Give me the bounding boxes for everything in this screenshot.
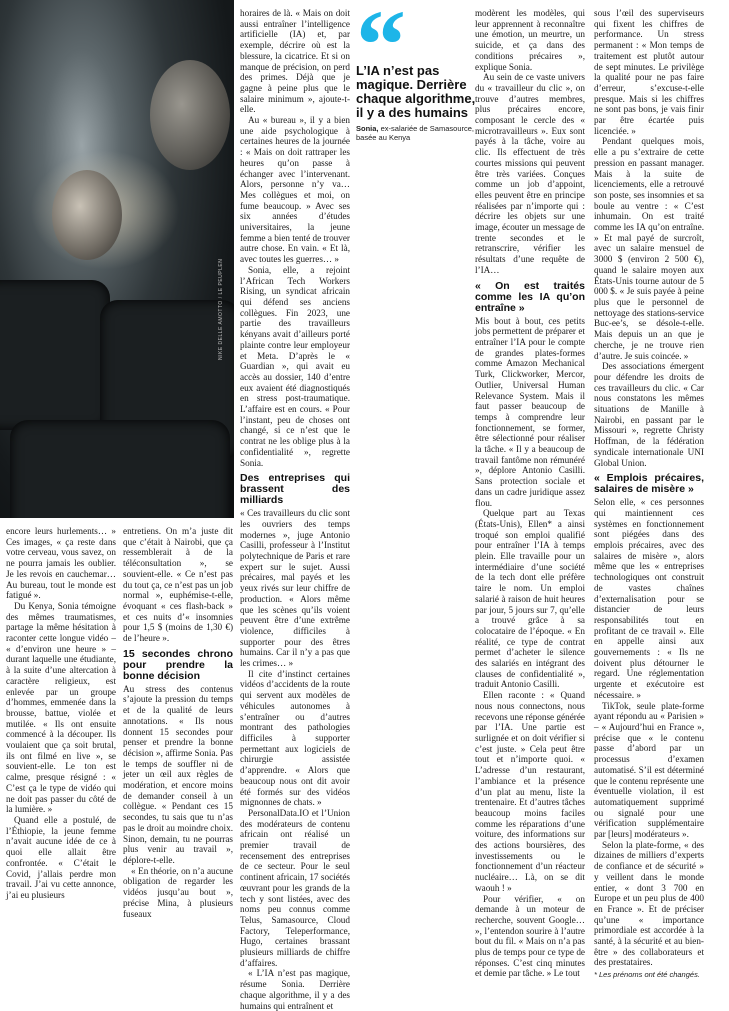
subheading: 15 secondes chrono pour prendre la bonne décision xyxy=(123,647,233,682)
subheading: « On est traités comme les IA qu’on entraîne » xyxy=(475,279,585,314)
paragraph: horaires de là. « Mais on doit aussi entraîner l’intelligence artificielle (IA) et, par exemple, décrire où est la blessure, la cicatrice. Et si on manque de précision, on perd des primes. Déjà que je gagne à peine plus que le salaire minimum », ajoute-t-elle. xyxy=(240,8,350,115)
paragraph: encore leurs hurlements… » Ces images, « ça reste dans votre cerveau, vous savez, on ne pourra jamais les oublier. Je les revois en cauchemar… Au bureau, tout le monde est fatigué ». xyxy=(6,526,116,601)
paragraph: modèrent les modèles, qui leur apprennent à reconnaître une émotion, un meurtre, un suicide, et ça dans des conditions précaires », explique Sonia. xyxy=(475,8,585,72)
paragraph: Selon la plate-forme, « des dizaines de milliers d’experts de confiance et de sécurité » y veillent dans le monde entier, « dont 3 700 en Europe et un peu plus de 400 en France ». Et de préciser qu’une « importance primordiale est accordée à la santé, à la sécurité et au bien-être » des collaborateurs et des prestataires. xyxy=(594,839,704,968)
paragraph: Mis bout à bout, ces petits jobs permettent de préparer et entraîner l’IA pour le compte de grandes plates-formes comme Amazon Mechanical Turk, Clickworker, Mercor, Outlier, Universal Human Relevance System. Mais il faut passer beaucoup de temps à comprendre leur fonctionnement, se former, être sélectionné pour réaliser la tâche. « Il y a beaucoup de travail fantôme non rémunéré », déplore Antonio Casilli. Sans protection sociale et dans un cadre juridique assez flou. xyxy=(475,315,585,508)
quote-role: ex-salariée de Samasource, basée au Kenya xyxy=(356,124,474,142)
paragraph: Il cite d’instinct certaines vidéos d’accidents de la route qui servent aux modèles de véhicules autonomes à s’entraîner ou d’autres montrant des pathologies difficiles à supporter permettant aux logiciels de chirurgie assistée d’apprendre. « Alors que beaucoup nous ont dit avoir été formés sur des vidéos mignonnes de chats. » xyxy=(240,668,350,808)
paragraph: Quelque part au Texas (États-Unis), Ellen* a ainsi troqué son emploi qualifié pour entraîner l’IA à temps plein. Elle travaille pour un intermédiaire d’une société de la tech dont elle préfère taire le nom. Un emploi salarié à raison de huit heures par jour, 5 jours sur 7, qu’elle a trouvé grâce à sa colocataire de l’époque. « En réalité, ce type de contrat permet d’acheter le silence des salariés en intégrant des clauses de confidentialité », traduit Antonio Casilli. xyxy=(475,508,585,690)
paragraph: sous l’œil des superviseurs qui fixent les chiffres de performance. Un stress permanent : « Mon temps de traitement est plutôt autour de sept minutes. Le privilège la qualité pour ne pas faire d’erreur, s’excuse-t-elle presque. Mais si les chiffres ne sont pas bons, je vais finir par être écartée puis licenciée. » xyxy=(594,8,704,136)
paragraph: Ellen raconte : « Quand nous nous connectons, nous recevons une réponse générée par l’IA. Une partie est surlignée et on doit vérifier si c’est juste. » Cela peut être tout et n’importe quoi. « L’adresse d’un restaurant, l’ambiance et la présence d’un plat au menu, liste la trentenaire. Et d’autres tâches beaucoup moins faciles comme les réparations d’une voiture, des informations sur des actions boursières, des investissements ou le fonctionnement d’un réacteur nucléaire… Là, on se dit waouh ! » xyxy=(475,690,585,893)
paragraph: Quand elle a postulé, de l’Éthiopie, la jeune femme n’avait aucune idée de ce à quoi elle allait être confrontée. « C’était le Covid, j’allais perdre mon travail. J’ai vu cette annonce, j’ai eu plusieurs xyxy=(6,814,116,900)
subheading: Des entreprises qui brassent des milliards xyxy=(240,472,350,507)
quote-text: L’IA n’est pas magique. Derrière chaque algorithme, il y a des humains xyxy=(356,63,476,120)
quote-attribution xyxy=(356,124,476,142)
column-5 xyxy=(594,8,704,981)
paragraph: Au stress des contenus s’ajoute la pression du temps et de la qualité de leurs annotations. « Ils nous donnent 15 secondes pour penser et prendre la bonne décision », affirme Sonia. Pas le temps de souffler ni de jeter un œil aux règles de modération, et encore moins de demander conseil à un collègue. « Pendant ces 15 secondes, tu sais que tu n’as pas le droit au moindre choix. Sinon, demain, tu ne pourras plus venir au travail », déplore-t-elle. xyxy=(123,683,233,865)
pull-quote xyxy=(356,10,476,142)
paragraph: Sonia, elle, a rejoint l’African Tech Workers Rising, un syndicat africain qui défend ses anciens collègues. Fin 2023, une partie des travailleurs kényans avait d’ailleurs porté plainte contre leur employeur et Meta. D’après le « Guardian », qui avait eu accès au dossier, 140 d’entre eux avaient été diagnostiqués en stress post-traumatique. L’affaire est en cours. « Pour l’instant, peu de choses ont changé, si ce n’est que le contrat ne les oblige plus à la confidentialité », regrette Sonia. xyxy=(240,264,350,468)
footnote: * Les prénoms ont été changés. xyxy=(594,970,700,980)
paragraph: PersonalData.IO et l’Union des modérateurs de contenu africain ont réalisé un premier travail de recensement des entreprises de ce secteur. Pour le seul continent africain, 17 sociétés œuvrant pour les grands de la tech y sont listées, avec des noms peu connus comme Telus, Samasource, Cloud Factory, Teleperformance, Hugo, certaines brassant plusieurs milliards de chiffre d’affaires. xyxy=(240,807,350,968)
paragraph: Au « bureau », il y a bien une aide psychologique à certaines heures de la journée : « Mais on doit rattraper les heures qu’on passe à échanger avec l’intervenant. Alors, personne n’y va… Mes collègues et moi, on fume beaucoup. » Avec ses six années d’études universitaires, la jeune femme a bien tenté de trouver autre chose. En vain. « Et là, avec toutes les guerres… » xyxy=(240,115,350,265)
paragraph: Pour vérifier, « on demande à un moteur de recherche, souvent Google… », l’entendon sourire à l’autre bout du fil. « Mais on n’a pas plus de temps pour ce type de réponses. C’est cinq minutes et demie par tâche. » Le tout xyxy=(475,893,585,979)
paragraph: Du Kenya, Sonia témoigne des mêmes traumatismes, partage la même hésitation à raconter cette longue vidéo – « d’environ une heure » – durant laquelle une étudiante, à la suite d’une altercation à caractère religieux, est enlevée par un groupe d’hommes, emmenée dans la brousse, battue, violée et mutilée. « Ils ont ensuite commencé à la découper. Ils voulaient que ça soit brutal, ils ont filmé en live », se souvient-elle. Le ton est calme, presque résigné : « C’est ça le type de vidéo qui ne doit pas passer du côté de la lumière. » xyxy=(6,600,116,815)
column-3 xyxy=(240,8,350,1011)
quote-author: Sonia, xyxy=(356,124,379,133)
paragraph: entretiens. On m’a juste dit que c’était à Nairobi, que ça ressemblerait à de la téléconsultation », se souvient-elle. « Ce n’est pas du tout ça, ce n’est pas un job normal », euphémise-t-elle, évoquant « ces flash-back » et ces nuits d’« insomnies pour 1,5 $ (moins de 1,30 €) de l’heure ». xyxy=(123,526,233,644)
subheading: « Emplois précaires, salaires de misère » xyxy=(594,472,704,496)
paragraph: Pendant quelques mois, elle a pu s’extraire de cette pression en passant manager. Mais à la suite de licenciements, elle a retrouvé son poste, ses insomnies et sa boule au ventre : « C’est inhumain. On est traité comme les IA qu’on entraîne. » Et mal payé de surcroît, avec un salaire mensuel de 3000 $ (environ 2 500 €), quand le salaire moyen aux États-Unis tourne autour de 5 000 $. « Je suis payée à peine plus que le personnel de nettoyage des stations-service Buc-ee’s, se désole-t-elle. Mais depuis un an que je cherche, je ne trouve rien d’autre. Je suis coincée. » xyxy=(594,136,704,361)
column-1 xyxy=(6,526,116,901)
paragraph: Selon elle, « ces personnes qui maintiennent ces systèmes en fonctionnement sont piégées dans des emplois précaires, avec des salaires de misère », alors même que les « entreprises technologiques ont construit de vastes chaînes d’externalisation pour se distancier de leurs responsabilités tout en profitant de ce travail ». Elle en appelle ainsi aux gouvernements : « Ils ne doivent plus détourner le regard. Une réglementation urgente et exécutoire est nécessaire. » xyxy=(594,497,704,700)
seat-back-3 xyxy=(10,420,230,518)
seat-back xyxy=(0,280,110,430)
paragraph: « Ces travailleurs du clic sont les ouvriers des temps modernes », juge Antonio Casilli, professeur à l’Institut polytechnique de Paris et rare expert sur le sujet. Aussi précaires, mal payés et les yeux rivés sur leur chiffre de production. « Alors même que les scènes qu’ils voient peuvent être d’une extrême violence, difficiles à supporter pour des êtres humains. Car il n’y a pas que les crimes… » xyxy=(240,508,350,669)
column-2 xyxy=(123,526,233,919)
paragraph: Des associations émergent pour défendre les droits de ces travailleurs du clic. « Car nous constatons les mêmes situations de Manille à Nairobi, en passant par le Missouri », regrette Christy Hoffman, de la fédération syndicale internationale UNI Global Union. xyxy=(594,361,704,468)
paragraph: TikTok, seule plate-forme ayant répondu au « Parisien » – « Aujourd’hui en France », précise que « le contenu passe d’abord par un processus d’examen automatisé. S’il est déterminé que le contenu représente une éventuelle violation, il est automatiquement supprimé ou signalé pour une vérification supplémentaire par [leurs] modérateurs ». xyxy=(594,700,704,840)
paragraph: « En théorie, on n’a aucune obligation de regarder les vidéos jusqu’au bout », précise Mina, à plusieurs fuseaux xyxy=(123,865,233,919)
person-face xyxy=(52,170,122,260)
article-photo xyxy=(0,0,234,518)
photo-credit: NIKE DELLE AMOTTO / LE PEUPLEN xyxy=(218,258,224,360)
paragraph: Au sein de ce vaste univers du « travailleur du clic », on trouve d’autres membres, plus précaires encore, composant le cercle des « microtravailleurs ». Eux sont payés à la tâche, voire au clic. Ils effectuent de très courtes missions qui peuvent être très variées. Conçues comme un job d’appoint, elles peuvent être en principe réalisées par n’importe qui : décrire les objets sur une image, écouter un message de trente secondes et le retranscrire, vérifier les résultats d’une requête de l’IA… xyxy=(475,72,585,275)
quote-mark xyxy=(356,10,476,62)
column-4 xyxy=(475,8,585,979)
person-face-2 xyxy=(150,60,230,170)
paragraph: « L’IA n’est pas magique, résume Sonia. Derrière chaque algorithme, il y a des humains qui entraînent et xyxy=(240,968,350,1011)
